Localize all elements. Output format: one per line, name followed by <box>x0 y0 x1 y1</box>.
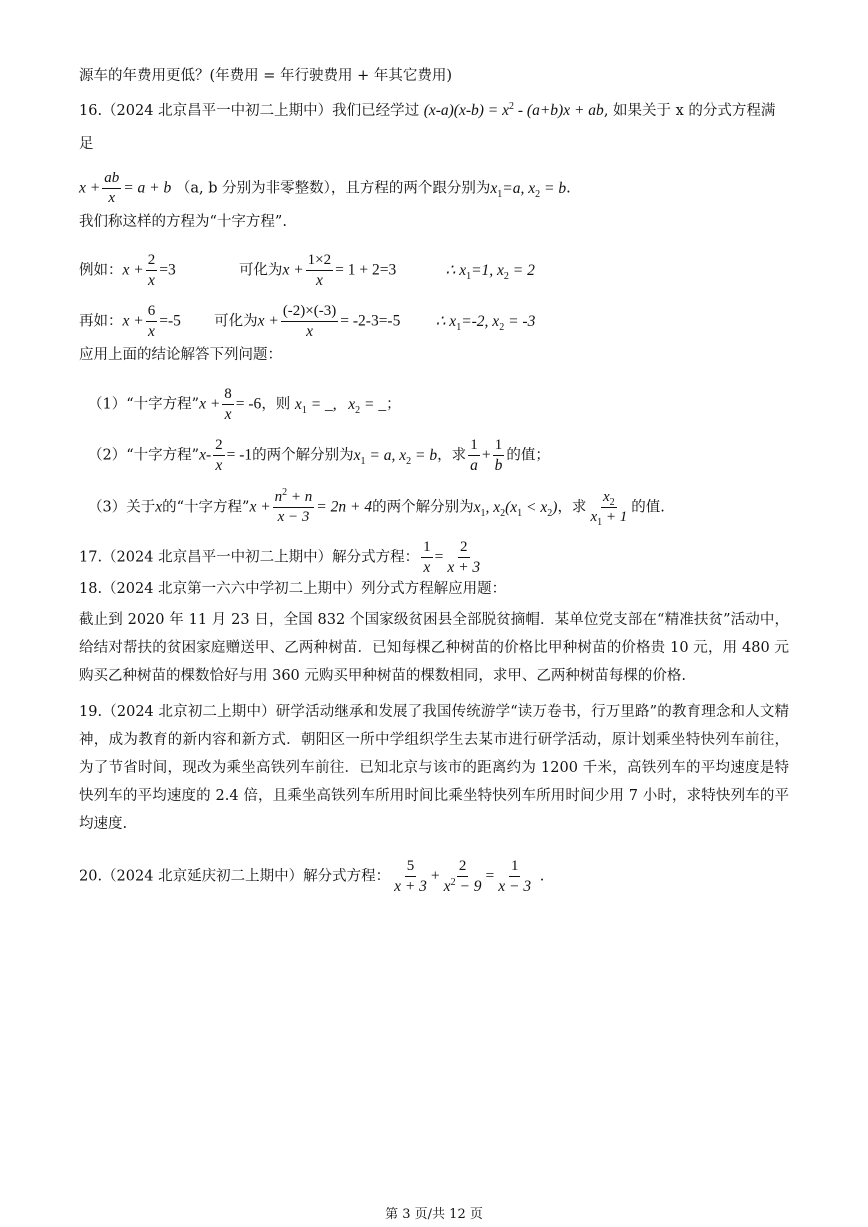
formula: $x_1=a$, $x_2 = b$ <box>490 179 567 200</box>
label: 再如： <box>79 313 123 330</box>
paragraph: 截止到 2020 年 11 月 23 日，全国 832 个国家级贫困县全部脱贫摘帽．某单位党支部在“精准扶贫”活动中，给结对帮扶的贫困家庭赠送甲、乙两种树苗．已知每棵乙种树苗的价格比甲种树苗的价格贵 10 元，用 480 元购买乙种树苗的棵数恰好与用 360 元购买甲种树苗的棵数相同，求甲、乙两种树苗每棵的价格. <box>79 612 789 684</box>
text: （a, b 分别为非零整数），且方程的两个跟分别为 <box>175 180 491 197</box>
text: ，求 <box>437 447 467 464</box>
text: 的值. <box>631 499 665 516</box>
text-line <box>79 134 94 154</box>
text: 的“十字方程” <box>162 499 250 516</box>
text: ，求 <box>557 499 587 516</box>
example-2: 再如：x + $\frac{6}{x}$ =-5 可化为x + $\frac{(-2)\times(-3)}{x}$ = -2-3=-5 ∴ $x_1=-2$, $x_2 = -3$ <box>79 303 536 340</box>
formula: x + <box>79 179 101 197</box>
text: 应用上面的结论解答下列问题： <box>79 347 282 363</box>
text: 的两个解分别为 <box>372 499 474 516</box>
question-18-body <box>79 606 789 690</box>
line-text: 源车的年费用更低？(年费用 = 年行驶费用 + 年其它费用) <box>79 68 453 84</box>
question-17: 17.（2024 北京昌平一中初二上期中）解分式方程： $\frac{1}{x}$ = $\frac{2}{x + 3}$ <box>79 539 481 576</box>
formula: ∴ $x_1=1$, $x_2 = 2$ <box>445 261 535 282</box>
question-label: 18.（2024 北京第一六六中学初二上期中）列分式方程解应用题： <box>79 581 507 597</box>
question-16-stem <box>79 101 775 121</box>
label: （3）关于 <box>88 499 156 516</box>
example-1: 例如：x + $\frac{2}{x}$ =3 可化为x + $\frac{1\times 2}{x}$ = 1 + 2=3 ∴ $x_1=1$, $x_2 = 2$ <box>79 252 535 289</box>
formula: $(x-a)(x-b) = x^2 - (a+b)x$ + ab <box>423 100 604 119</box>
text: 的值； <box>506 447 550 464</box>
formula: ∴ $x_1=-2$, $x_2 = -3$ <box>435 312 536 333</box>
question-19 <box>79 698 789 838</box>
text: ，则 <box>261 396 291 413</box>
part-3: （3）关于x的“十字方程”x + $\frac{n^2 + n}{x - 3}$ = 2n + 4的两个解分别为$x_1$, $x_2(x_1 < x_2)$，求 $\frac{x_2}{x_1 + 1}$ 的值. <box>88 487 665 528</box>
question-18-head <box>79 579 506 599</box>
text: 的两个解分别为 <box>252 447 354 464</box>
part-1: （1）“十字方程”x + $\frac{8}{x}$ = -6，则 $x_1$ = _, $x_2$ = _； <box>88 386 401 423</box>
text: 足 <box>79 136 94 152</box>
text: 我们称这样的方程为“十字方程”. <box>79 214 287 230</box>
question-20: 20.（2024 北京延庆初二上期中）解分式方程： $\frac{5}{x + 3}$ + $\frac{2}{x^2 - 9}$ = $\frac{1}{x - 3}$ . <box>79 858 545 895</box>
text-line <box>79 66 452 86</box>
text-line <box>79 212 287 232</box>
question-label: 20.（2024 北京延庆初二上期中）解分式方程： <box>79 868 391 885</box>
formula: = a + b <box>123 179 172 197</box>
label: （2）“十字方程” <box>88 447 200 464</box>
text: 可化为 <box>214 313 258 330</box>
question-label: 16.（2024 北京昌平一中初二上期中）我们已经学过 <box>79 103 420 119</box>
page-number: 第 3 页/共 12 页 <box>385 1207 483 1222</box>
part-2: （2）“十字方程”x- $\frac{2}{x}$ = -1的两个解分别为$x_1 = a$, $x_2 = b$，求 $\frac{1}{a}$ + $\frac{1}{b}$ 的值； <box>88 437 550 474</box>
label: 例如： <box>79 262 123 279</box>
text: , 如果关于 x 的分式方程满 <box>603 103 776 119</box>
text-line <box>79 345 282 365</box>
text: 可化为 <box>238 262 283 279</box>
paragraph: 19.（2024 北京初二上期中）研学活动继承和发展了我国传统游学“读万卷书，行万里路”的教育理念和人文精神，成为教育的新内容和新方式．朝阳区一所中学组织学生去某市进行研学活动，原计划乘坐特快列车前往，为了节省时间，现改为乘坐高铁列车前往．已知北京与该市的距离约为 1200 千米，高铁列车的平均速度是特快列车的平均速度的 2.4 倍，且乘坐高铁列车所用时间比乘坐特快列车所用时间少用 7 小时，求特快列车的平均速度. <box>79 704 789 832</box>
question-label: 17.（2024 北京昌平一中初二上期中）解分式方程： <box>79 549 420 566</box>
label: （1）“十字方程” <box>88 396 200 413</box>
fraction: $\frac{ab}{x}$ <box>104 170 120 206</box>
question-16-condition: x + $\frac{ab}{x}$ = a + b （a, b 分别为非零整数），且方程的两个跟分别为$x_1=a$, $x_2 = b$. <box>79 170 571 206</box>
